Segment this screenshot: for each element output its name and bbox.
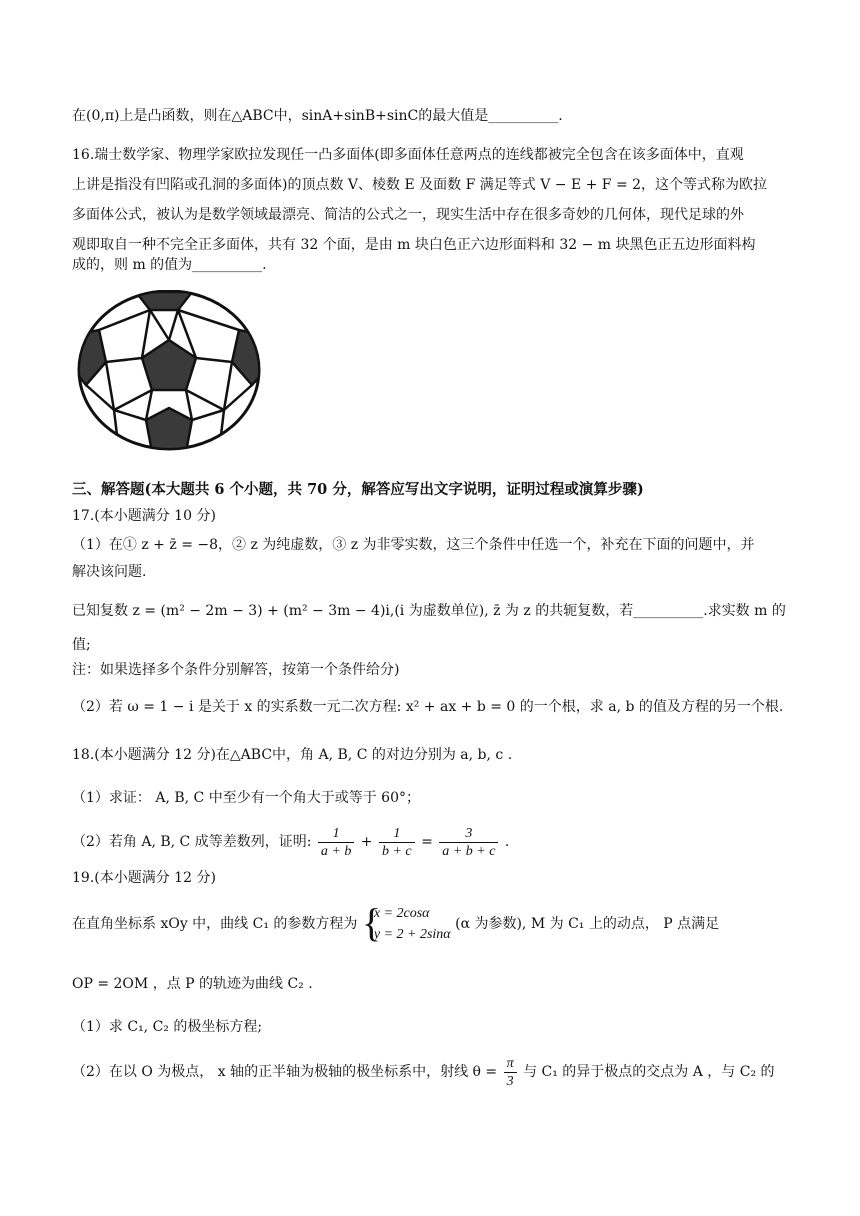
fraction-2-den: b + c bbox=[381, 843, 412, 859]
theta-fraction bbox=[504, 1055, 517, 1090]
fraction-1-den: a + b bbox=[320, 843, 352, 859]
fraction-3-num: 3 bbox=[439, 825, 498, 843]
fraction-3 bbox=[439, 825, 498, 860]
theta-den: 3 bbox=[506, 1073, 514, 1089]
q19-line1-pre: 在直角坐标系 xOy 中，曲线 C₁ 的参数方程为 bbox=[72, 916, 358, 932]
parametric-system bbox=[361, 900, 451, 945]
system-row-2: y = 2 + 2sinα bbox=[373, 927, 451, 942]
q16-line3: 多面体公式，被认为是数学领域最漂亮、简洁的公式之一，现实生活中存在很多奇妙的几何体，现代足球的外 bbox=[72, 207, 744, 223]
q16-line5: 成的，则 m 的值为__________. bbox=[72, 257, 267, 273]
q18-head: 18.(本小题满分 12 分)在△ABC中，角 A, B, C 的对边分别为 a, b, c . bbox=[72, 747, 513, 763]
q19-p1: （1）求 C₁, C₂ 的极坐标方程; bbox=[72, 1019, 263, 1035]
q19-head: 19.(本小题满分 12 分) bbox=[72, 870, 216, 886]
fraction-2 bbox=[379, 825, 415, 860]
q16-line4: 观即取自一种不完全正多面体，共有 32 个面，是由 m 块白色正六边形面料和 32 − m 块黑色正五边形面料构 bbox=[72, 237, 756, 253]
q19-p2-post: 与 C₁ 的异于极点的交点为 A ，与 C₂ 的 bbox=[523, 1064, 775, 1080]
q19-line1 bbox=[72, 900, 719, 948]
q17-p1-line4: 值; bbox=[72, 637, 91, 653]
section3-heading: 三、解答题(本大题共 6 个小题，共 70 分，解答应写出文字说明，证明过程或演算步骤) bbox=[72, 481, 644, 498]
q19-p2-pre: （2）在以 O 为极点， x 轴的正半轴为极轴的极坐标系中，射线 θ = bbox=[72, 1064, 498, 1080]
q18-p2-text: （2）若角 A, B, C 成等差数列，证明: bbox=[72, 834, 312, 850]
q16-line2: 上讲是指没有凹陷或孔洞的多面体)的顶点数 V、棱数 E 及面数 F 满足等式 V − E + F = 2，这个等式称为欧拉 bbox=[72, 177, 768, 193]
plus-sign: + bbox=[360, 834, 373, 850]
fraction-3-den: a + b + c bbox=[442, 843, 496, 859]
q16-line1: 16.瑞士数学家、物理学家欧拉发现任一凸多面体(即多面体任意两点的连线都被完全包含在该多面体中，直观 bbox=[72, 147, 744, 163]
q17-note: 注：如果选择多个条件分别解答，按第一个条件给分) bbox=[72, 662, 400, 678]
fraction-1 bbox=[318, 825, 354, 860]
left-brace: { bbox=[361, 900, 382, 945]
q17-head: 17.(本小题满分 10 分) bbox=[72, 508, 216, 524]
theta-num: π bbox=[504, 1055, 517, 1073]
q17-p1-line2: 解决该问题. bbox=[72, 564, 147, 580]
q19-line1-post: (α 为参数), M 为 C₁ 上的动点， P 点满足 bbox=[455, 916, 720, 932]
fraction-2-num: 1 bbox=[379, 825, 415, 843]
q17-p2: （2）若 ω = 1 − i 是关于 x 的实系数一元二次方程: x² + ax + b = 0 的一个根，求 a, b 的值及方程的另一个根. bbox=[72, 699, 784, 715]
q18-p1: （1）求证： A, B, C 中至少有一个角大于或等于 60°； bbox=[72, 790, 420, 806]
fraction-1-num: 1 bbox=[318, 825, 354, 843]
system-row-1: x = 2cosα bbox=[373, 906, 430, 921]
q19-line2: OP = 2OM ，点 P 的轨迹为曲线 C₂ . bbox=[72, 976, 313, 992]
q18-p2-end: . bbox=[504, 834, 510, 850]
q19-p2 bbox=[72, 1052, 775, 1092]
soccer-ball-figure bbox=[74, 290, 264, 452]
q17-p1-line3: 已知复数 z = (m² − 2m − 3) + (m² − 3m − 4)i,(i 为虚数单位), z̄ 为 z 的共轭复数，若__________.求实数 m 的 bbox=[72, 603, 786, 619]
q17-p1-line1: （1）在① z + z̄ = −8，② z 为纯虚数，③ z 为非零实数，这三个条件中任选一个，补充在下面的问题中，并 bbox=[72, 537, 755, 553]
q15-tail: 在(0,π)上是凸函数，则在△ABC中，sinA+sinB+sinC的最大值是__________. bbox=[72, 108, 563, 124]
equals-sign: = bbox=[421, 834, 433, 850]
q18-p2 bbox=[72, 822, 509, 862]
